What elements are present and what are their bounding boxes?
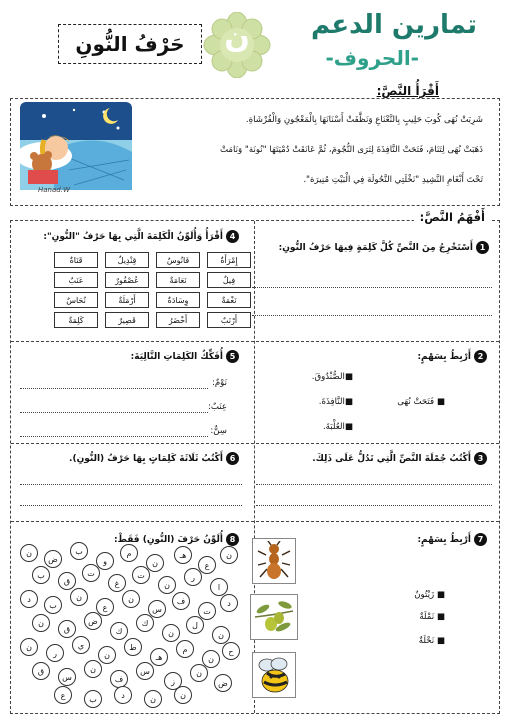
olive-image[interactable] [250,594,298,640]
letter-circle[interactable]: ت [82,564,100,582]
letter-circle[interactable]: ي [72,636,90,654]
word-cell[interactable]: وِسَادَةٌ [156,292,200,308]
q2-left-phrase[interactable]: ■ فَتَحَتْ نُهَى [397,397,445,407]
q7-word-1[interactable]: ■ زَيْتُونٌ [414,590,445,600]
letter-circle[interactable]: ع [198,556,216,574]
q3-number: 3 [474,452,487,465]
q7-heading [417,533,487,546]
letter-circle[interactable]: ق [58,620,76,638]
reading-line-1: شَرِبَتْ نُهَى كُوبَ حَلِيبٍ بِالنَّعْنَاعِ وَنَظَّفَتْ أَسْنَانَهَا بِالْمَعْجُونِ وَالْفُرْشَاةِ. [245,115,483,125]
letter-circle[interactable]: ل [186,616,204,634]
letter-circle[interactable]: م [120,544,138,562]
q3-answer-line-1[interactable] [256,484,492,485]
letter-circle[interactable]: ن [162,624,180,642]
word-cell[interactable]: قَصِيرٌ [105,312,149,328]
letter-circle[interactable]: ن [220,546,238,564]
sleeping-girl-illustration [14,100,136,198]
letter-circle[interactable]: ن [32,614,50,632]
letter-circle[interactable]: ن [202,650,220,668]
q5-number: 5 [226,350,239,363]
letter-circle[interactable]: ض [44,550,62,568]
q7-number: 7 [474,533,487,546]
letter-circle[interactable]: س [136,662,154,680]
letter-circle[interactable]: س [148,600,166,618]
letter-circle[interactable]: ت [132,566,150,584]
q3-answer-line-2[interactable] [256,505,492,506]
q1-text: أَسْتَخْرِجُ مِنَ النَّصِّ كُلَّ كَلِمَةٍ فِيهَا حَرْفُ النُّونِ: [278,242,473,253]
worksheet-subtitle: -الحروف- [325,46,419,70]
q6-heading [69,452,239,465]
q5-heading [131,350,239,363]
q5-answer-line-1[interactable] [20,388,208,389]
flower-letter: ن [224,20,250,55]
q5-word-3: سِنٌّ: [210,426,227,436]
olive-icon [253,597,295,637]
q6-answer-line-2[interactable] [20,505,242,506]
letter-circle[interactable]: ن [20,544,38,562]
q5-word-2: عِنَبٌ: [207,402,227,412]
letter-circle[interactable]: ط [124,638,142,656]
letter-circle[interactable]: ح [222,642,240,660]
letter-circle[interactable]: غ [108,574,126,592]
letter-circle[interactable]: ن [122,590,140,608]
q2-option-3[interactable]: ■العُلْبَةَ. [322,422,353,432]
q2-option-2[interactable]: ■النَّافِذَةَ. [318,397,353,407]
letter-circle[interactable]: ن [190,664,208,682]
word-cell[interactable]: عَنَبٌ [54,272,98,288]
worksheet-title: تمارين الدعم [311,10,477,40]
letter-circle[interactable]: ن [20,638,38,656]
q5-text: أُفَكِّكُ الكَلِمَاتِ التَّالِيَةَ: [130,351,223,362]
flower-badge [202,12,272,78]
letter-label-box [58,24,202,64]
word-cell[interactable]: أَرْنَبٌ [207,312,251,328]
letter-circle[interactable]: ب [70,542,88,560]
letter-circle[interactable]: ض [84,612,102,630]
letter-circle[interactable]: ن [98,646,116,664]
q2-option-1[interactable]: ■الصُّنْدُوقَ. [311,372,353,382]
letter-circle[interactable]: و [96,552,114,570]
letter-circle[interactable]: ز [164,672,182,690]
word-cell[interactable]: إِمْرَأَةٌ [207,252,251,268]
q3-heading [312,452,487,465]
word-cell[interactable]: عُصْفُورٌ [105,272,149,288]
q2-option-text: العُلْبَةَ. [322,422,345,432]
q7-word-text: نَمْلَةٌ [419,612,435,622]
q4-number: 4 [226,230,239,243]
letter-circle[interactable]: ن [174,686,192,704]
letter-circle[interactable]: ك [136,614,154,632]
q7-word-text: زَيْتُونٌ [414,590,435,600]
q4-text: أَقْرَأُ وَأُلَوِّنُ الْكَلِمَةَ الَّتِي بِهَا حَرْفُ "النُّونِ": [43,231,223,242]
q6-text: أَكْتُبُ ثَلَاثَةَ كَلِمَاتٍ بِهَا حَرْفُ (النُّونِ). [69,453,223,464]
letter-circle[interactable]: ف [110,670,128,688]
q5-answer-line-3[interactable] [20,436,208,437]
bee-image[interactable] [252,652,296,698]
q5-word-1: نَوْمٌ: [211,378,227,388]
ant-image[interactable] [252,538,296,584]
letter-circle[interactable]: ع [54,686,72,704]
letter-circle[interactable]: ا [210,578,228,596]
letter-circle[interactable]: ن [70,588,88,606]
letter-circle[interactable]: ن [146,554,164,572]
reading-line-2: ذَهَبَتْ نُهَى لِتَنَامَ، فَتَحَتْ النَّافِذَةَ لِتَرَى النُّجُومَ، ثُمَّ عَانَقَتْ دُمْيَتَهَا "نُونَة" وَنَامَتْ [219,145,483,155]
word-cell[interactable]: قِنْدِيلٌ [105,252,149,268]
q2-heading [417,350,487,363]
q1-answer-line-1[interactable] [252,287,492,288]
word-cell[interactable]: نَغْمَةٌ [207,292,251,308]
letter-circle[interactable]: ب [44,596,62,614]
q4-word-table [54,252,251,328]
letter-circle[interactable]: م [176,640,194,658]
reading-heading: أَقْرَأُ النَّصَّ: [376,84,439,98]
letter-circle[interactable]: د [20,590,38,608]
letter-circle[interactable]: ك [110,622,128,640]
q2-option-text: النَّافِذَةَ. [318,397,345,407]
q1-answer-line-2[interactable] [252,315,492,316]
letter-circle[interactable]: د [220,594,238,612]
q8-text: أُلَوِّنُ حَرْفَ (النُّونِ) فَقَطْ: [113,534,223,545]
letter-circle[interactable]: ر [184,568,202,586]
letter-circle[interactable]: ق [32,662,50,680]
word-cell[interactable]: نَعَامَةٌ [156,272,200,288]
q6-number: 6 [226,452,239,465]
letter-circle[interactable]: ت [198,602,216,620]
letter-circle[interactable]: ف [172,592,190,610]
bee-icon [255,655,293,695]
word-cell[interactable]: كَلِمَةٌ [54,312,98,328]
letter-circle[interactable]: ب [32,566,50,584]
word-cell[interactable]: أَرْمَلَةٌ [105,292,149,308]
ant-icon [256,541,292,581]
q7-word-3[interactable]: ■ نَحْلَةٌ [418,636,445,646]
letter-circle[interactable]: ر [46,644,64,662]
q2-text: أَرْبِطُ بِسَهْمٍ: [417,351,471,362]
letter-circle[interactable]: ن [144,690,162,708]
letter-circle[interactable]: ع [96,598,114,616]
letter-circle[interactable]: ن [84,660,102,678]
q2-option-text: الصُّنْدُوقَ. [311,372,345,382]
q1-heading [279,241,489,254]
letter-circle[interactable]: ق [58,572,76,590]
letter-circle[interactable]: ن [158,576,176,594]
q5-answer-line-2[interactable] [20,412,208,413]
word-cell[interactable]: فَانُوسٌ [156,252,200,268]
understand-heading: أَفْهَمُ النَّصَّ: [414,210,491,224]
q1-number: 1 [476,241,489,254]
q6-answer-line-1[interactable] [20,484,242,485]
letter-circle[interactable]: ض [214,674,232,692]
q4-heading [43,230,239,243]
word-cell[interactable]: قَنَاةٌ [54,252,98,268]
q8-number: 8 [226,533,239,546]
letter-circle[interactable]: ب [84,690,102,708]
q2-number: 2 [474,350,487,363]
watermark: Hanad.W [38,186,70,194]
q7-word-2[interactable]: ■ نَمْلَةٌ [419,612,445,622]
letter-label: حَرْفُ النُّونِ [75,32,185,56]
q7-word-text: نَحْلَةٌ [418,636,435,646]
word-cell[interactable]: أَخْضَرُ [156,312,200,328]
letter-circle[interactable]: هـ [150,648,168,666]
q2-left-text: فَتَحَتْ نُهَى [397,397,435,407]
letter-circle[interactable]: ن [212,626,230,644]
word-cell[interactable]: فِيلٌ [207,272,251,288]
q8-letter-circles [14,540,240,710]
q3-text: أَكْتُبُ جُمْلَةَ النَّصِّ الَّتِي تَدُلُّ عَلَى ذَلِكَ. [312,453,471,464]
q7-text: أَرْبِطُ بِسَهْمٍ: [417,534,471,545]
letter-circle[interactable]: س [58,668,76,686]
letter-circle[interactable]: هـ [174,546,192,564]
letter-circle[interactable]: د [114,686,132,704]
word-cell[interactable]: نُحَاسٌ [54,292,98,308]
reading-line-3: تَحْتَ أَنْغَامِ النَّشِيدِ "نَخْلَتِي النَّحُولَة فِي الْبَيْتِ مُنِيرَة". [303,175,483,185]
